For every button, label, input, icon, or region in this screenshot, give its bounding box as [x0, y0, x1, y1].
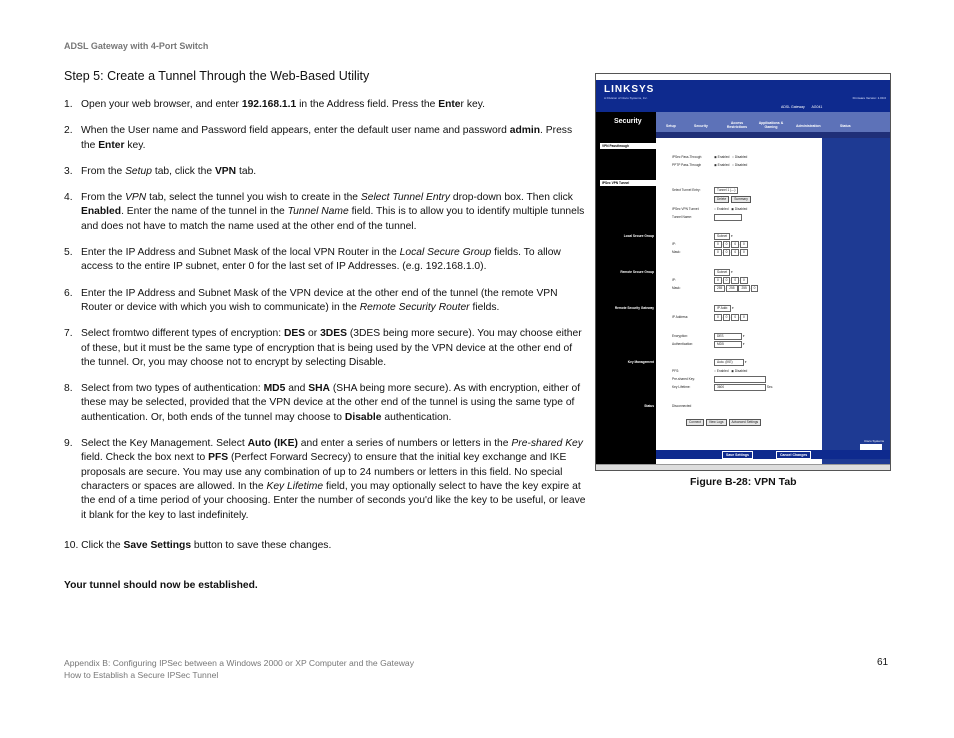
select-tunnel-label: Select Tunnel Entry: — [672, 188, 701, 192]
model-name: ADSL Gateway — [781, 105, 805, 109]
status-buttons — [686, 419, 763, 426]
step-text: From the Setup tab, click the VPN tab. — [81, 165, 257, 177]
model-row — [781, 105, 822, 109]
local-mask-input[interactable]: 0 0 0 0 — [714, 249, 748, 256]
step-item — [64, 382, 586, 425]
step-item — [64, 437, 586, 523]
remote-mask-label: Mask: — [672, 286, 681, 290]
page-footer — [64, 657, 414, 681]
left-column — [596, 138, 656, 468]
step-number: 3. — [64, 165, 73, 177]
sec-unit: Sec. — [766, 385, 774, 389]
vpn-tab-screenshot — [595, 73, 891, 471]
tunnel-select[interactable]: Tunnel 1 (---) — [714, 187, 738, 194]
ipsec-vpn-tunnel-label: IPSec VPN Tunnel: — [672, 207, 700, 211]
pptp-passthrough-label: PPTP Pass-Through — [672, 163, 702, 167]
firmware-version: Firmware Version: 1.00.0 — [852, 96, 886, 100]
step-number: 7. — [64, 328, 73, 340]
authentication-label: Authentication: — [672, 342, 694, 346]
gateway-ip-label: IP Address: — [672, 315, 689, 319]
logo-subtitle: A Division of Cisco Systems, Inc. — [604, 96, 648, 100]
document-header: ADSL Gateway with 4-Port Switch — [64, 41, 209, 51]
key-lifetime-label: Key Lifetime: — [672, 385, 691, 389]
local-ip-label: IP: — [672, 242, 676, 246]
remote-mask-input[interactable]: 255 255 255 0 — [714, 285, 758, 292]
remote-secure-group-label: Remote Secure Group — [620, 270, 654, 274]
figure-caption: Figure B-28: VPN Tab — [690, 476, 797, 488]
model-number: AG041 — [811, 105, 823, 109]
linksys-logo: LINKSYS — [604, 84, 655, 95]
disabled-text: Disabled — [734, 163, 748, 167]
tunnel-buttons — [714, 196, 753, 203]
tab-security[interactable]: Security — [694, 124, 708, 128]
remote-ip-input[interactable]: 0 0 0 0 — [714, 277, 748, 284]
step-10: 10. Click the Save Settings button to save these changes. — [64, 540, 332, 551]
step-number: 5. — [64, 247, 73, 259]
encryption-label: Encryption: — [672, 334, 688, 338]
step-item — [64, 287, 586, 316]
ipsec-tunnel-header: IPSec VPN Tunnel — [600, 180, 656, 186]
step-number: 9. — [64, 438, 73, 450]
gateway-type-select[interactable]: IP Addr. ▾ — [714, 305, 734, 312]
summary-button[interactable]: Summary — [731, 196, 751, 203]
tab-status[interactable]: Status — [840, 124, 851, 128]
horizontal-scrollbar[interactable] — [596, 464, 890, 470]
disabled-text: Disabled — [734, 155, 748, 159]
remote-ip-label: IP: — [672, 278, 676, 282]
local-ip-input[interactable]: 0 0 0 0 — [714, 241, 748, 248]
cancel-changes-button[interactable]: Cancel Changes — [776, 451, 811, 459]
step-text: Open your web browser, and enter 192.168.1.1 in the Address field. Press the Enter key. — [81, 99, 485, 110]
key-type-select[interactable]: Auto. (IKE) ▾ — [714, 359, 747, 366]
select-tunnel-dropdown[interactable] — [714, 187, 738, 194]
tab-administration[interactable]: Administration — [796, 124, 821, 128]
remote-security-gateway-label: Remote Security Gateway — [614, 306, 654, 310]
step-text: When the User name and Password field appears, enter the default user name and password admin. Press the Enter key. — [81, 125, 573, 151]
local-secure-group-label: Local Secure Group — [623, 234, 654, 238]
step-text: Select the Key Management. Select Auto (IKE) and enter a series of numbers or letters in the Pre-shared Key field. Check the box next to PFS (Perfect Forward Secrecy) to ensure that the initial key exchange and IKE proposals are secure. You may use any combination of up to 24 numbers or letters in this field. No special characters or spaces are allowed. In the Key Lifetime field, you may optionally select to have the key expire at the end of a time period of your choosing. Enter the number of seconds you'd like the key to be useful, or leave it blank for the key to last indefinitely. — [81, 438, 586, 521]
encryption-select[interactable]: DES ▾ — [714, 333, 745, 340]
tab-access-restrictions[interactable]: Access Restrictions — [726, 121, 748, 129]
authentication-select[interactable]: MD5 ▾ — [714, 341, 745, 348]
step-number: 1. — [64, 99, 73, 110]
save-settings-button[interactable]: Save Settings — [722, 451, 753, 459]
established-note: Your tunnel should now be established. — [64, 580, 258, 591]
footer-line-2: How to Establish a Secure IPSec Tunnel — [64, 670, 219, 680]
right-column — [822, 138, 890, 468]
pptp-passthrough-radios[interactable]: ◉ Enabled ○ Disabled — [714, 163, 748, 167]
step-number: 2. — [64, 125, 73, 137]
psk-label: Pre-shared Key: — [672, 377, 696, 381]
local-mask-label: Mask: — [672, 250, 681, 254]
tab-applications-gaming[interactable]: Applications & Gaming — [758, 121, 784, 129]
step-text: Enter the IP Address and Subnet Mask of the VPN device at the other end of the tunnel (the remote VPN Router or device with which you wish to communicate) in the Remote Security Router fields. — [81, 287, 558, 313]
save-bar — [656, 450, 890, 459]
disabled-text: Disabled — [734, 207, 748, 211]
step-text: From the VPN tab, select the tunnel you wish to create in the Select Tunnel Entry drop-down box. Then click Enabled. Enter the name of the tunnel in the Tunnel Name field. This is to allow you to identify multiple tunnels and does not have to match the name used at the other end of the tunnel. — [81, 192, 585, 232]
step-item — [64, 327, 586, 370]
section-label: Security — [614, 118, 642, 125]
key-lifetime-input[interactable]: 3600 Sec. — [714, 384, 773, 391]
step-number: 4. — [64, 192, 73, 204]
advanced-settings-button[interactable]: Advanced Settings — [729, 419, 762, 426]
tab-setup[interactable]: Setup — [666, 124, 676, 128]
enabled-text: Enabled — [716, 369, 729, 373]
tunnel-name-input[interactable] — [714, 214, 742, 222]
step-item — [64, 165, 586, 179]
remote-type-select[interactable]: Subnet ▾ — [714, 269, 733, 276]
ipsec-passthrough-label: IPSec Pass-Through — [672, 155, 702, 159]
footer-line-1: Appendix B: Configuring IPSec between a Windows 2000 or XP Computer and the Gateway — [64, 658, 415, 668]
pfs-label: PFS: — [672, 369, 680, 373]
steps-list — [64, 98, 586, 535]
step-text: Enter the IP Address and Subnet Mask of the local VPN Router in the Local Secure Group fields. To allow access to the entire IP subnet, enter 0 for the last set of IP Addresses. (e.g. 192.168.1.0). — [81, 247, 561, 273]
ipsec-passthrough-radios[interactable]: ◉ Enabled ○ Disabled — [714, 155, 748, 159]
disabled-text: Disabled — [734, 369, 748, 373]
connect-button[interactable]: Connect — [686, 419, 704, 426]
enabled-text: Enabled — [716, 207, 729, 211]
step-item — [64, 98, 586, 112]
step-text: Select fromtwo different types of encryption: DES or 3DES (3DES being more secure). You may choose either of these, but it must be the same type of encryption that is being used by the VPN device at the other end of the tunnel. Or, you may choose not to encrypt by selecting Disable. — [81, 328, 582, 368]
step-text: Select from two types of authentication: MD5 and SHA (SHA being more secure). As with encryption, either of these may be selected, provided that the VPN device at the other end of the tunnel is using the same type of authentication. Or, both ends of the tunnel may choose to Disable authentication. — [81, 383, 581, 423]
tunnel-name-label: Tunnel Name: — [672, 215, 692, 219]
psk-input[interactable] — [714, 376, 766, 384]
enabled-text: Enabled — [717, 163, 730, 167]
gateway-ip-input[interactable]: 0 0 0 0 — [714, 314, 748, 321]
vpn-passthrough-header: VPN Passthrough — [600, 143, 656, 149]
step-number: 8. — [64, 383, 73, 395]
step-item — [64, 124, 586, 153]
page-number: 61 — [877, 657, 889, 668]
step-item — [64, 246, 586, 275]
main-tabs — [656, 112, 890, 132]
local-type-select[interactable]: Subnet ▾ — [714, 233, 733, 240]
key-management-label: Key Management — [627, 360, 654, 364]
view-logs-button[interactable]: View Logs — [706, 419, 727, 426]
cisco-label: Cisco Systems — [864, 439, 884, 443]
step-item — [64, 191, 586, 234]
status-label: Status — [644, 404, 654, 408]
status-value: Disconnected — [672, 404, 692, 408]
ipsec-vpn-tunnel-radios[interactable]: ○ Enabled ◉ Disabled — [714, 207, 748, 211]
pfs-radios[interactable]: ○ Enabled ◉ Disabled — [714, 369, 748, 373]
enabled-text: Enabled — [717, 155, 730, 159]
delete-button[interactable]: Delete — [714, 196, 729, 203]
step-title: Step 5: Create a Tunnel Through the Web-Based Utility — [64, 69, 370, 83]
step-number: 6. — [64, 287, 73, 299]
